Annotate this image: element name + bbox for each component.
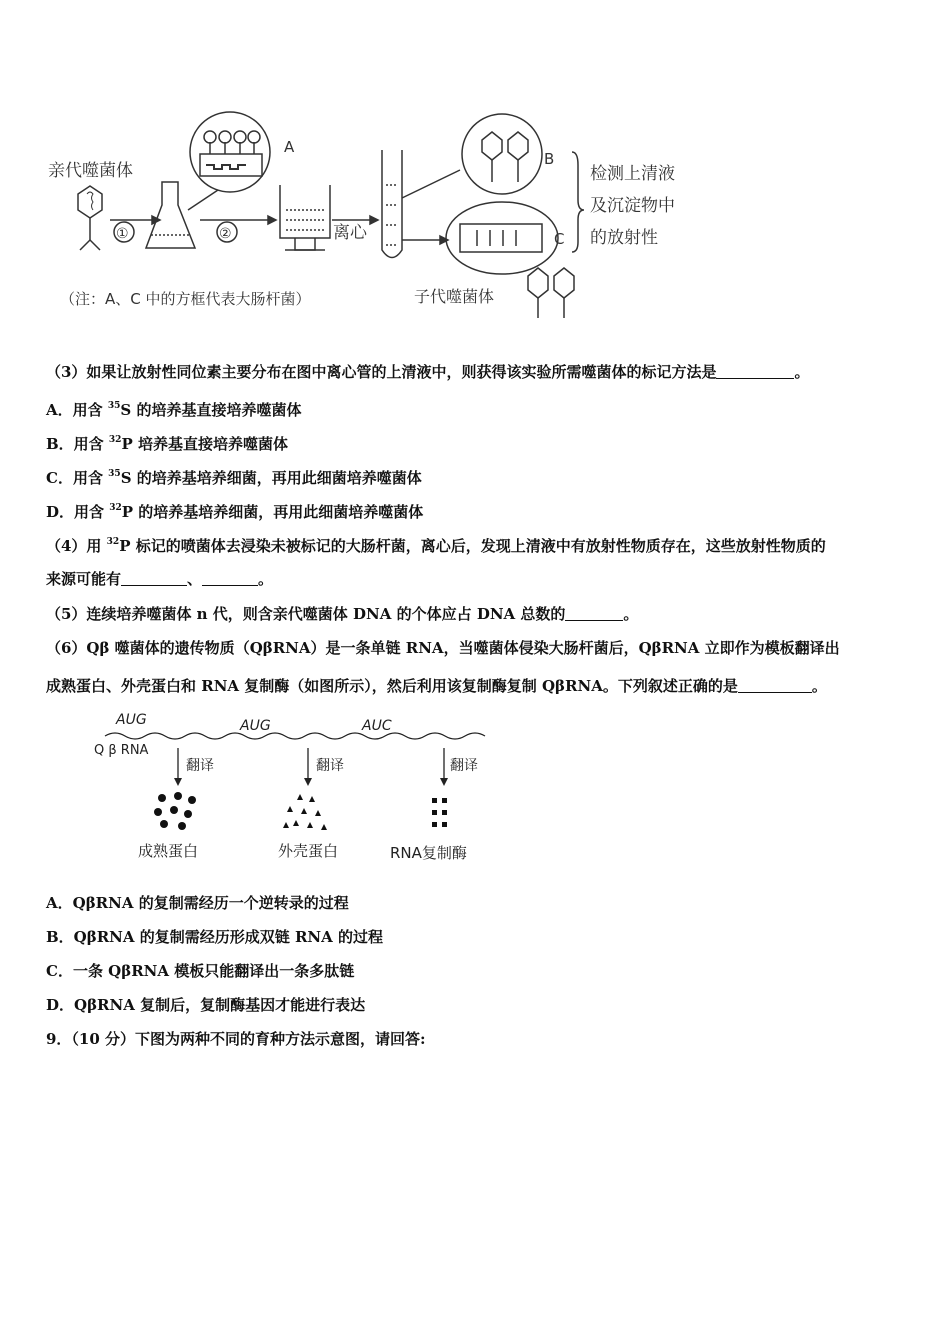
phage-experiment-figure: [40, 110, 720, 330]
aug-label-2: AUG: [240, 718, 271, 734]
bacteria-circle-C: [446, 202, 558, 274]
coat-protein-triangles: [283, 794, 327, 830]
label-B: B: [544, 150, 555, 168]
q6-answer-blank[interactable]: [738, 678, 812, 693]
label-offspring-phage: 子代噬菌体: [414, 287, 495, 306]
figure-note: （注：A、C 中的方框代表大肠杆菌）: [60, 290, 311, 308]
offspring-phage-icon: [528, 268, 574, 318]
q4-stem: （4）用 $^{32}$P 标记的喷菌体去浸染未被标记的大肠杆菌，离心后，发现上清液中有放射性物质存在，这些放射性物质的: [46, 537, 826, 555]
q5-answer-blank[interactable]: [565, 606, 623, 621]
step-1-label: ①: [116, 226, 129, 242]
rna-label: Q β RNA: [94, 743, 149, 758]
step-2-label: ②: [219, 226, 232, 242]
q3-answer-blank[interactable]: [716, 364, 794, 379]
label-parent-phage: 亲代噬菌体: [48, 161, 133, 181]
detect-line-1: 检测上清液: [590, 164, 675, 184]
rna-strand: [105, 733, 485, 739]
beaker-icon: [280, 185, 330, 250]
replicase-squares: [432, 798, 447, 827]
q3-stem: （3）如果让放射性同位素主要分布在图中离心管的上清液中，则获得该实验所需噬菌体的标记方法是 。: [46, 363, 810, 381]
detect-line-2: 及沉淀物中: [590, 196, 675, 216]
q5-stem: （5）连续培养噬菌体 n 代，则含亲代噬菌体 DNA 的个体应占 DNA 总数的 。: [46, 605, 639, 623]
q6-stem-line2: 成熟蛋白、外壳蛋白和 RNA 复制酶（如图所示），然后利用该复制酶复制 QβRNA。下列叙述正确的是 。: [46, 677, 827, 695]
q9-stem: 9．（10 分）下图为两种不同的育种方法示意图，请回答:: [46, 1030, 426, 1048]
q3-option-b[interactable]: B．用含 $^{32}$P 培养基直接培养噬菌体: [46, 435, 288, 453]
detect-line-3: 的放射性: [590, 228, 658, 248]
translate-label-2: 翻译: [316, 758, 344, 774]
q3-option-d[interactable]: D．用含 $^{32}$P 的培养基培养细菌，再用此细菌培养噬菌体: [46, 503, 424, 521]
flask-icon: [146, 182, 195, 248]
parent-phage-icon: [78, 186, 102, 250]
bacteria-phage-circle-A: [190, 112, 270, 192]
q3-option-c[interactable]: C．用含 $^{35}$S 的培养基培养细菌，再用此细菌培养噬菌体: [46, 469, 422, 487]
mature-protein-dots: [154, 792, 196, 830]
q4-answer-blank-1[interactable]: [121, 571, 187, 586]
q6-option-a[interactable]: A．QβRNA 的复制需经历一个逆转录的过程: [46, 894, 349, 912]
q3-option-a[interactable]: A．用含 $^{35}$S 的培养基直接培养噬菌体: [46, 401, 302, 419]
label-A: A: [284, 138, 295, 156]
product-mature-protein: 成熟蛋白: [138, 842, 199, 860]
translate-label-1: 翻译: [186, 758, 214, 774]
q4-answer-blank-2[interactable]: [202, 571, 258, 586]
qbeta-rna-translation-figure: [90, 706, 520, 871]
q6-stem-line1: （6）Qβ 噬菌体的遗传物质（QβRNA）是一条单链 RNA，当噬菌体侵染大肠杆菌后，QβRNA 立即作为模板翻译出: [46, 639, 840, 657]
offspring-circle-B: [462, 114, 542, 194]
q6-option-b[interactable]: B．QβRNA 的复制需经历形成双链 RNA 的过程: [46, 928, 384, 946]
q4-stem-line2: 来源可能有 、 。: [46, 570, 274, 588]
label-centrifuge: 离心: [333, 223, 367, 243]
product-coat-protein: 外壳蛋白: [278, 842, 339, 860]
product-replicase: RNA复制酶: [390, 844, 467, 862]
test-tube-icon: [382, 150, 402, 258]
aug-label-3: AUC: [362, 718, 392, 734]
translate-label-3: 翻译: [450, 758, 478, 774]
q6-option-c[interactable]: C．一条 QβRNA 模板只能翻译出一条多肽链: [46, 962, 355, 980]
aug-label-1: AUG: [116, 712, 147, 728]
q6-option-d[interactable]: D．QβRNA 复制后，复制酶基因才能进行表达: [46, 996, 366, 1014]
label-C: C: [554, 230, 565, 248]
